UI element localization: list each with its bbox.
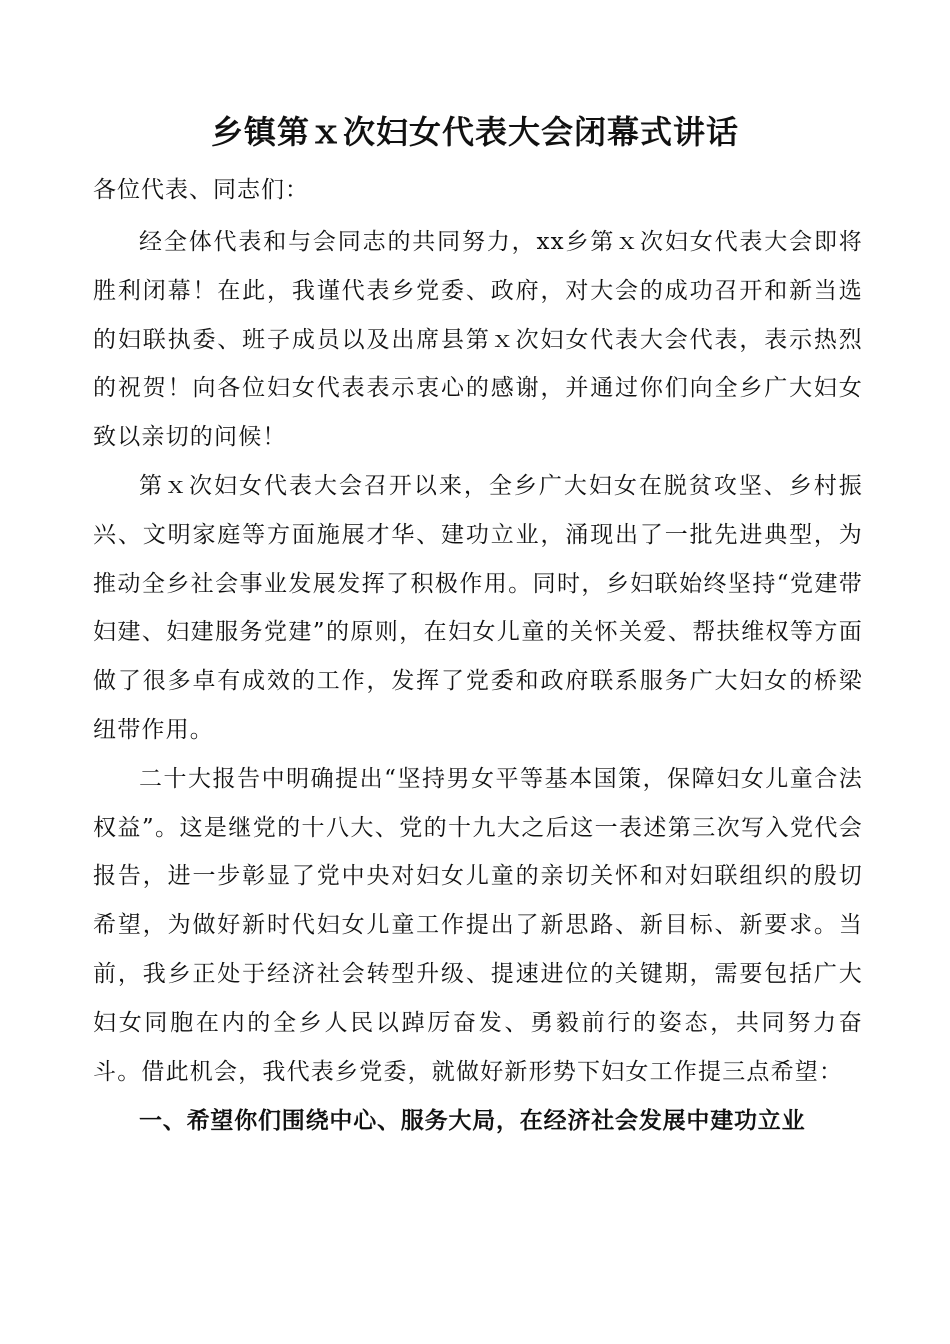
salutation: 各位代表、同志们：: [93, 177, 309, 203]
document-body: [93, 218, 863, 1146]
paragraph-expectations: 二十大报告中明确提出“坚持男女平等基本国策，保障妇女儿童合法权益”。这是继党的十八大、党的十九大之后这一表述第三次写入党代会报告，进一步彰显了党中央对妇女儿童的亲切关怀和对妇联组织的殷切希望，为做好新时代妇女儿童工作提出了新思路、新目标、新要求。当前，我乡正处于经济社会转型升级、提速进位的关键期，需要包括广大妇女同胞在内的全乡人民以踔厉奋发、勇毅前行的姿态，共同努力奋斗。借此机会，我代表乡党委，就做好新形势下妇女工作提三点希望：: [93, 765, 863, 1085]
paragraph-congratulations: 经全体代表和与会同志的共同努力，xx乡第ｘ次妇女代表大会即将胜利闭幕！在此，我谨代表乡党委、政府，对大会的成功召开和新当选的妇联执委、班子成员以及出席县第ｘ次妇女代表大会代表，表示热烈的祝贺！向各位妇女代表表示衷心的感谢，并通过你们向全乡广大妇女致以亲切的问候！: [93, 229, 863, 451]
section-heading-one: 一、希望你们围绕中心、服务大局，在经济社会发展中建功立业: [139, 1108, 806, 1135]
paragraph-achievements: 第ｘ次妇女代表大会召开以来，全乡广大妇女在脱贫攻坚、乡村振兴、文明家庭等方面施展才华、建功立业，涌现出了一批先进典型，为推动全乡社会事业发展发挥了积极作用。同时，乡妇联始终坚持“党建带妇建、妇建服务党建”的原则，在妇女儿童的关怀关爱、帮扶维权等方面做了很多卓有成效的工作，发挥了党委和政府联系服务广大妇女的桥梁纽带作用。: [93, 472, 863, 743]
document-title: 乡镇第ｘ次妇女代表大会闭幕式讲话: [210, 113, 739, 151]
